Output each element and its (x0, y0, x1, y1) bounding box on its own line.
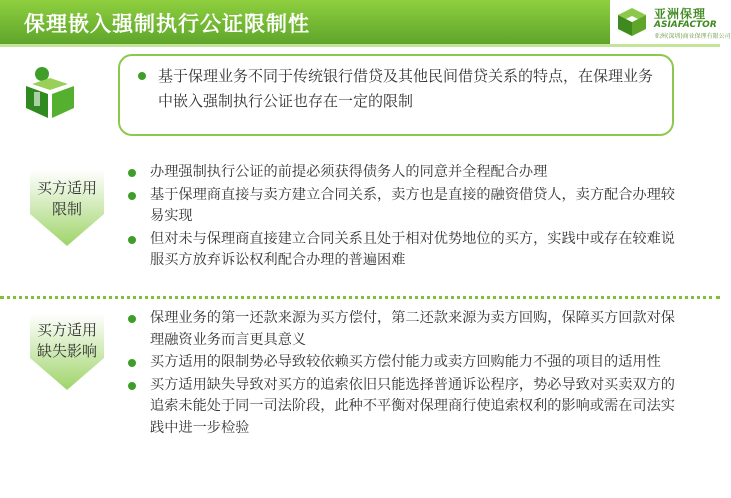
bullet-text: 但对未与保理商直接建立合同关系且处于相对优势地位的买方，实践中或存在较难说服买方放弃诉讼权利配合办理的普遍困难 (150, 230, 675, 268)
list-item (126, 162, 686, 184)
list-item (126, 352, 686, 374)
logo-subtitle: 亚洲(深圳)商业保理有限公司 (654, 33, 731, 40)
logo-english-name: ASIAFACTOR (654, 20, 717, 30)
bullet-text: 基于保理商直接与卖方建立合同关系，卖方也是直接的融资借贷人，卖方配合办理较易实现 (150, 186, 675, 224)
section-divider (0, 296, 720, 299)
logo-chinese-name: 亚洲保理 (654, 7, 707, 21)
bullet-dot (128, 382, 136, 390)
section-label-line2: 缺失影响 (36, 342, 97, 360)
section-label-line2: 限制 (51, 200, 82, 218)
section-label-buyer-absence (26, 314, 108, 394)
list-item (126, 375, 686, 440)
list-item (126, 308, 686, 351)
list-item (126, 185, 686, 228)
logo-cube-icon (616, 6, 648, 38)
bullet-dot (128, 315, 136, 323)
bullet-dot (138, 72, 146, 80)
bullet-text: 办理强制执行公证的前提必须获得债务人的同意并全程配合办理 (150, 164, 548, 180)
section-label-text (26, 320, 108, 362)
section-1-bullets (126, 162, 686, 273)
intro-callout (118, 54, 674, 136)
bullet-dot (128, 236, 136, 244)
page-title: 保理嵌入强制执行公证限制性 (24, 12, 310, 36)
bullet-text: 买方适用的限制势必导致较依赖买方偿付能力或卖方回购能力不强的项目的适用性 (150, 354, 661, 370)
bullet-text: 买方适用缺失导致对买方的追索依旧只能选择普通诉讼程序，势必导致对买卖双方的追索未能处于同一司法阶段，此种不平衡对保理商行使追索权利的影响或需在司法实践中进一步检验 (150, 376, 675, 436)
bullet-dot (128, 169, 136, 177)
cube-person-icon (20, 62, 80, 122)
list-item (126, 229, 686, 272)
header-bar (0, 0, 731, 44)
section-label-buyer-restriction (26, 170, 108, 250)
bullet-text: 保理业务的第一还款来源为买方偿付，第二还款来源为卖方回购，保障买方回款对保理融资业务而言更具意义 (150, 310, 675, 348)
bullet-dot (128, 192, 136, 200)
section-label-line1: 买方适用 (36, 321, 97, 339)
header-underline (0, 44, 720, 47)
section-label-text (26, 178, 108, 220)
bullet-dot (128, 359, 136, 367)
section-label-line1: 买方适用 (36, 179, 97, 197)
intro-text: 基于保理业务不同于传统银行借贷及其他民间借贷关系的特点，在保理业务中嵌入强制执行公证也存在一定的限制 (158, 67, 654, 110)
section-2-bullets (126, 308, 686, 440)
company-logo (610, 0, 731, 44)
